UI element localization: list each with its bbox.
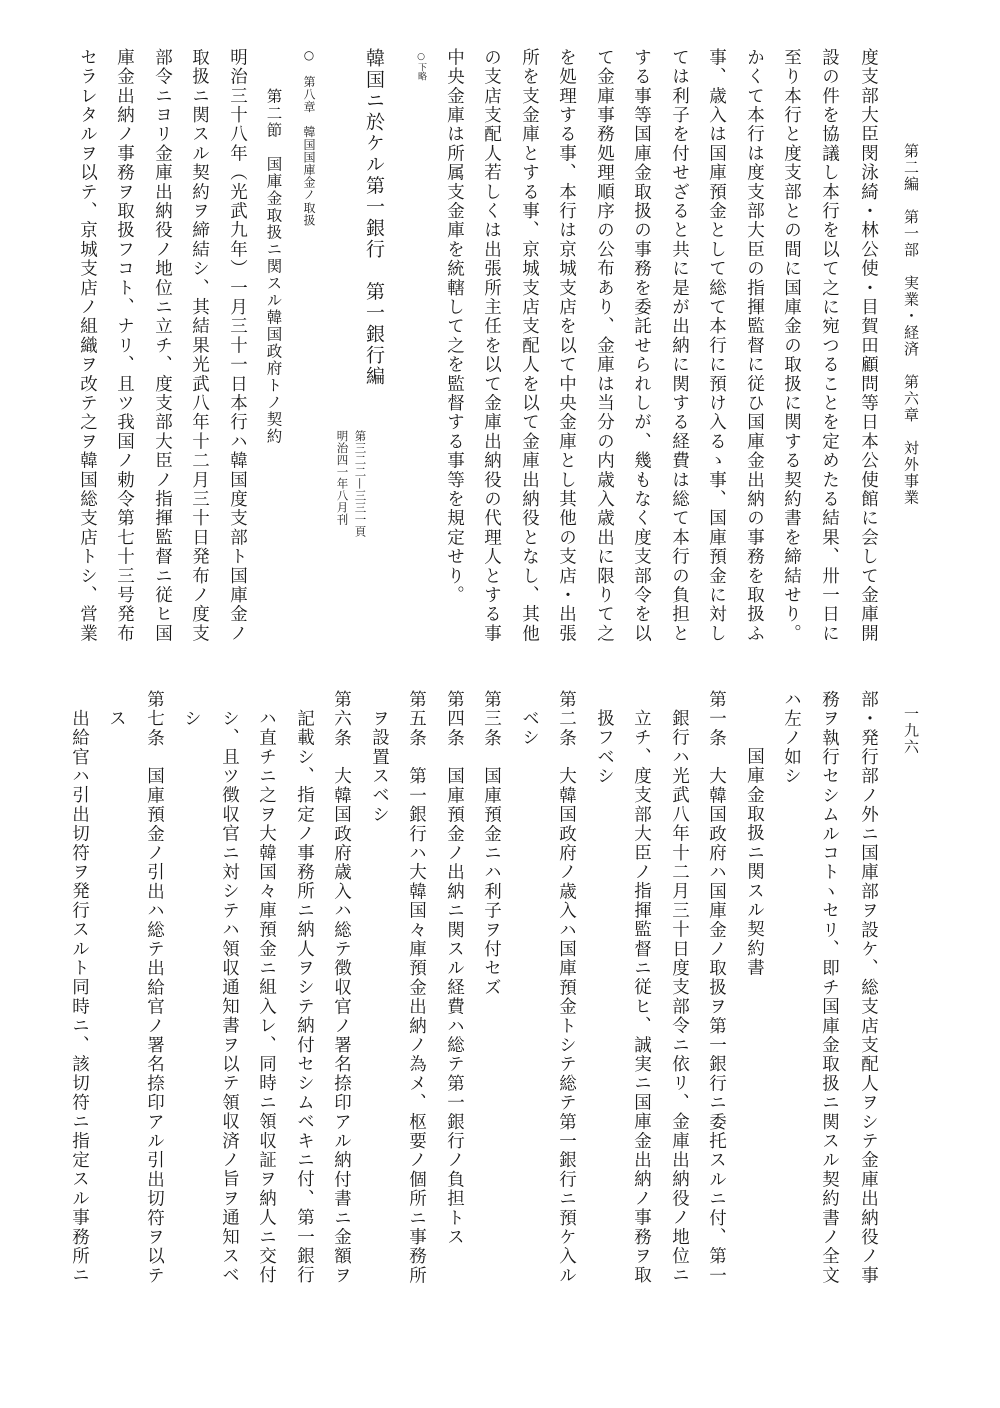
citation-date: 明治四一年八月刊 <box>335 430 350 526</box>
text-column: 所を支金庫とする事、京城支店支配人を以て金庫出納役となし、其他 <box>519 48 540 644</box>
text-column: ヲ設置スベシ <box>369 709 390 825</box>
text-column: 立チ、度支部大臣ノ指揮監督ニ従ヒ、誠実ニ国庫金出納ノ事務ヲ取 <box>631 709 652 1285</box>
citation-pages: 第三二二—三三一頁 <box>353 430 368 538</box>
text-column: て金庫事務処理順序の公布あり、金庫は当分の内歳入歳出に限りて之 <box>594 48 615 644</box>
text-column: 銀行ハ光武八年十二月三十日度支部令ニ依リ、金庫出納役ノ地位ニ <box>669 709 690 1285</box>
text-column: 中央金庫は所属支金庫を統轄して之を監督する事等を規定せり。 <box>444 48 465 605</box>
text-column: ス <box>106 709 127 729</box>
text-column: ハ直チニ之ヲ大韓国々庫預金ニ組入レ、同時ニ領収証ヲ納人ニ交付 <box>256 709 277 1285</box>
text-column: ては利子を付せざると共に是が出納に関する経費は総て本行の負担と <box>669 48 690 644</box>
text-column: かくて本行は度支部大臣の指揮監督に従ひ国庫金出納の事務を取扱ふ <box>744 48 765 644</box>
omitted-note: ○下略 <box>416 52 426 82</box>
text-column: 出給官ハ引出切符ヲ発行スルト同時ニ、該切符ニ指定スル事務所ニ <box>69 709 90 1285</box>
text-column: シ <box>181 709 202 729</box>
article-1: 第一条 大韓国政府ハ国庫金ノ取扱ヲ第一銀行ニ委托スルニ付、第一 <box>706 690 727 1286</box>
article-3: 第三条 国庫預金ニハ利子ヲ付セズ <box>481 690 502 998</box>
article-4: 第四条 国庫預金ノ出納ニ関スル経費ハ総テ第一銀行ノ負担トス <box>444 690 465 1247</box>
article-7: 第七条 国庫預金ノ引出ハ総テ出給官ノ署名捺印アル引出切符ヲ以テ <box>144 690 165 1286</box>
text-column: 取扱ニ関スル契約ヲ締結シ、其結果光武八年十二月三十日発布ノ度支 <box>189 48 210 644</box>
article-5: 第五条 第一銀行ハ大韓国々庫預金出納ノ為メ、枢要ノ個所ニ事務所 <box>406 690 427 1286</box>
contract-title: 国庫金取扱ニ関スル契約書 <box>744 747 765 978</box>
text-column: 務ヲ執行セシムルコトヽセリ、即チ国庫金取扱ニ関スル契約書ノ全文 <box>819 690 840 1286</box>
text-column: 至り本行と度支部との間に国庫金の取扱に関する契約書を締結せり。 <box>781 48 802 644</box>
book-title: 韓国ニ於ケル第一銀行 第一銀行編 <box>363 48 385 388</box>
text-column: 設の件を協議し本行を以て之に宛つることを定めたる結果、卅一日に <box>819 48 840 644</box>
text-column: を処理する事、本行は京城支店を以て中央金庫とし其他の支店・出張 <box>556 48 577 644</box>
text-column: 度支部大臣閔泳綺・林公使・目賀田顧問等日本公使館に会して金庫開 <box>858 48 879 644</box>
text-column: 部令ニヨリ金庫出納役ノ地位ニ立チ、度支部大臣ノ指揮監督ニ従ヒ国 <box>152 48 173 644</box>
text-column: 部・発行部ノ外ニ国庫部ヲ設ケ、総支店支配人ヲシテ金庫出納役ノ事 <box>858 690 879 1286</box>
text-column: ハ左ノ如シ <box>781 690 802 786</box>
section-heading: 第二節 国庫金取扱ニ関スル韓国政府トノ契約 <box>264 88 283 445</box>
text-column: 記載シ、指定ノ事務所ニ納人ヲシテ納付セシムベキニ付、第一銀行 <box>294 709 315 1285</box>
text-column: の支店支配人若しくは出張所主任を以て金庫出納役の代理人とする事 <box>481 48 502 644</box>
text-column: 扱フベシ <box>594 709 615 786</box>
chapter-heading: ○ 第八章 韓国国庫金ノ取扱 <box>302 48 316 227</box>
running-title: 第二編 第一部 実業・経済 第六章 対外事業 <box>902 143 920 506</box>
article-2: 第二条 大韓国政府ノ歳入ハ国庫預金トシテ総テ第一銀行ニ預ケ入ル <box>556 690 577 1286</box>
text-column: ベシ <box>519 709 540 748</box>
text-column: シ、且ツ徴収官ニ対シテハ領収通知書ヲ以テ領収済ノ旨ヲ通知スベ <box>219 709 240 1285</box>
text-column: する事等国庫金取扱の事務を委託せられしが、幾もなく度支部令を以 <box>631 48 652 644</box>
text-column: 庫金出納ノ事務ヲ取扱フコト、ナリ、且ツ我国ノ勅令第七十三号発布 <box>114 48 135 644</box>
text-column: 明治三十八年（光武九年）一月三十一日本行ハ韓国度支部ト国庫金ノ <box>227 48 248 644</box>
article-6: 第六条 大韓国政府歳入ハ総テ徴収官ノ署名捺印アル納付書ニ金額ヲ <box>331 690 352 1286</box>
text-column: セラレタルヲ以テ、京城支店ノ組織ヲ改テ之ヲ韓国総支店トシ、営業 <box>77 48 98 644</box>
text-column: 事、歳入は国庫預金として総て本行に預け入るゝ事、国庫預金に対し <box>706 48 727 644</box>
page-number: 一九六 <box>902 706 920 756</box>
